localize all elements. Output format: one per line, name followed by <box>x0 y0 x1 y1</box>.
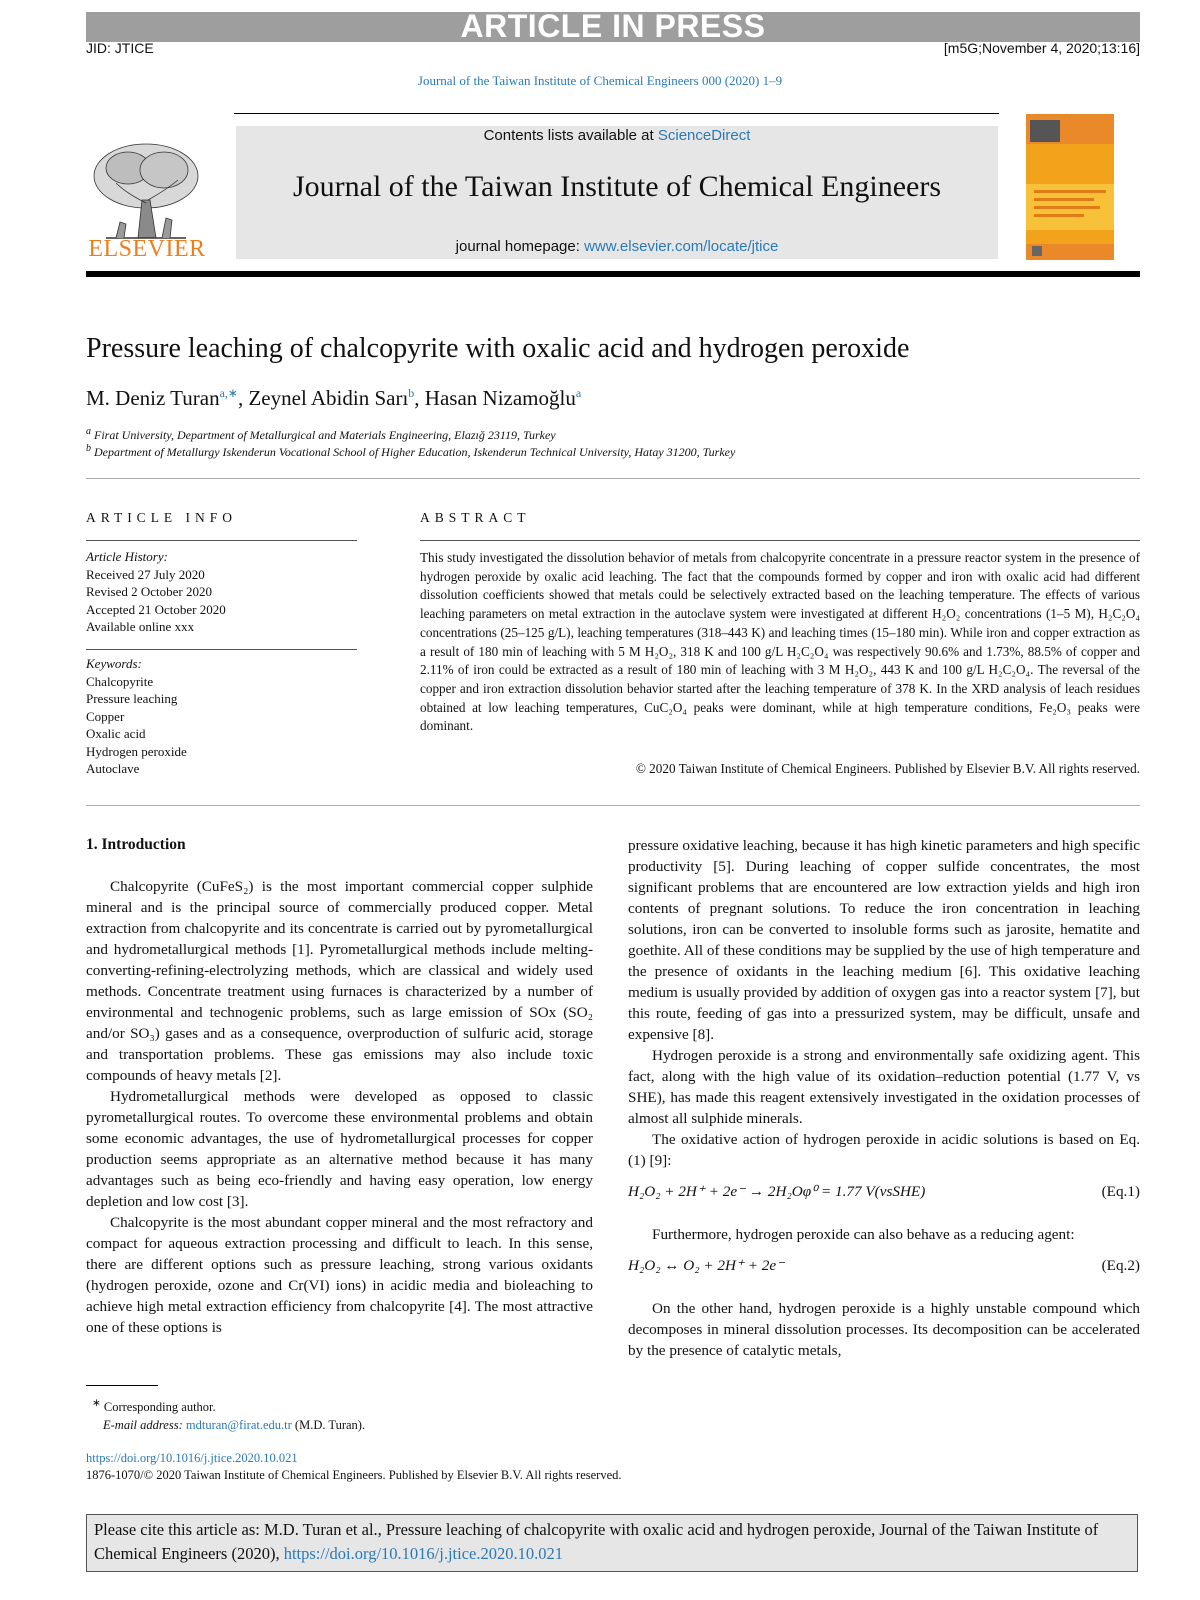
keywords-list <box>86 655 187 778</box>
typeset-stamp: [m5G;November 4, 2020;13:16] <box>943 40 1140 56</box>
citation-prefix: Please cite this article as: M.D. Turan et al., Pressure leaching of chalcopyrite with oxalic acid and hydrogen peroxide, Journal of the Taiwan Institute of Chemical Engineers (2020), <box>94 1520 1099 1563</box>
affiliation-a <box>86 426 556 443</box>
homepage-prefix: journal homepage: <box>455 238 585 255</box>
affiliation-mark: b <box>86 443 91 454</box>
article-info-rule <box>86 540 357 541</box>
article-in-press-label: ARTICLE IN PRESS <box>460 8 766 44</box>
author-name: Hasan Nizamoğlu <box>424 386 576 410</box>
body-paragraph: Chalcopyrite is the most abundant copper mineral and the most refractory and compact for aqueous extraction processing and difficult to leach. In this sense, there are different options such as pressure leaching, strong various oxidants (hydrogen peroxide, ozone and Cr(VI) ions) in acidic media and bioleaching to achieve high metal extraction efficiency from chalcopyrite [4]. The most attractive one of these options is <box>86 1214 593 1336</box>
body-paragraph: Chalcopyrite (CuFeS₂) is the most important commercial copper sulphide mineral and is the principal source of commercially produced copper. Metal extraction from chalcopyrite and its concentrate is carried out by pyrometallurgical and hydrometallurgical methods [1]. Pyrometallurgical methods include melting-converting-refining-electrolyzing methods, which are classical and widely used methods. Concentrate treatment using furnaces is characterized by a number of environmental and technogenic problems, such as large emission of SOx (SO₂ and/or SO₃) gases and as a consequence, overproduction of sulfuric acid, storage and transportation problems. These gas emissions may also include toxic compounds of heavy metals [2]. <box>86 878 593 1084</box>
keyword: Oxalic acid <box>86 726 146 741</box>
abstract-copyright: © 2020 Taiwan Institute of Chemical Engineers. Published by Elsevier B.V. All rights reserved. <box>635 761 1140 776</box>
email-owner: (M.D. Turan). <box>291 1417 366 1432</box>
doi-link[interactable]: https://doi.org/10.1016/j.jtice.2020.10.021 <box>86 1451 298 1465</box>
equation-expression: H₂O₂ + 2H⁺ + 2e⁻ → 2H₂Oφ⁰ = 1.77 V(vsSHE) <box>628 1183 926 1200</box>
keyword: Pressure leaching <box>86 691 178 706</box>
body-paragraph: Furthermore, hydrogen peroxide can also behave as a reducing agent: <box>652 1226 1075 1243</box>
author-affiliation-mark[interactable]: a <box>575 386 582 400</box>
body-paragraph: The oxidative action of hydrogen peroxide in acidic solutions is based on Eq. (1) [9]: <box>628 1131 1140 1169</box>
journal-title: Journal of the Taiwan Institute of Chemical Engineers <box>292 170 941 203</box>
email-label: E-mail address: <box>103 1417 186 1432</box>
affiliation-text: Department of Metallurgy Iskenderun Vocational School of Higher Education, Iskenderun Technical University, Hatay 31200, Turkey <box>94 445 736 459</box>
equation-number: (Eq.1) <box>1101 1183 1140 1200</box>
issn-copyright: 1876-1070/© 2020 Taiwan Institute of Chemical Engineers. Published by Elsevier B.V. All rights reserved. <box>86 1468 622 1482</box>
left-column <box>86 876 593 1338</box>
body-paragraph: On the other hand, hydrogen peroxide is a highly unstable compound which decomposes in mineral dissolution processes. Its decomposition can be accelerated by the presence of catalytic metals, <box>628 1300 1140 1359</box>
author-affiliation-mark[interactable]: b <box>408 386 415 400</box>
keyword: Autoclave <box>86 761 140 776</box>
journal-cover-thumbnail-icon[interactable] <box>1026 114 1114 260</box>
affiliation-rule <box>86 478 1140 479</box>
citation-text <box>94 1518 1134 1566</box>
header-top-rule <box>234 113 999 114</box>
footnote <box>92 1395 365 1434</box>
affiliation-text: Firat University, Department of Metallurgical and Materials Engineering, Elazığ 23119, Turkey <box>94 428 556 442</box>
history-item: Revised 2 October 2020 <box>86 584 213 599</box>
abstract-heading: ABSTRACT <box>420 510 531 525</box>
article-info-heading: ARTICLE INFO <box>86 510 238 525</box>
affiliation-b <box>86 443 735 460</box>
author-list: M. Deniz Turan$^{a,∗}$, Zeynel Abidin Sarı$^b$, Hasan Nizamoğlu$^a$ <box>86 386 582 410</box>
keyword: Copper <box>86 708 125 724</box>
history-item: Received 27 July 2020 <box>86 566 205 582</box>
contents-prefix: Contents lists available at <box>483 127 658 144</box>
keywords-rule <box>86 649 357 650</box>
header-bottom-rule <box>86 271 1140 277</box>
affiliation-mark: a <box>86 426 91 437</box>
abstract-text: This study investigated the dissolution behavior of metals from chalcopyrite concentrate in a pressure reactor system in the presence of hydrogen peroxide by oxalic acid leaching. The fact that the compounds formed by copper and iron with oxalic acid had different dissolution coefficients showed that metals could be selectively extracted based on the leaching temperature. The effects of various leaching parameters on metal extraction in the autoclave system were investigated at different H₂O₂ concentrations (1–5 M), H₂C₂O₄ concentrations (25–125 g/L), leaching temperatures (318–443 K) and leaching times (15–180 min). While iron and copper extraction as a result of 180 min of leaching with 5 M H₂O₂, 318 K and 100 g/L H₂C₂O₄ was respectively 90.6% and 1.73%, 88.5% of copper and 2.11% of iron could be extracted as a result of 180 min of leaching with 3 M H₂O₂, 443 K and 100 g/L H₂C₂O₄. The reversal of the copper and iron extraction dissolution behavior started after the leaching temperature of 378 K. In the XRD analysis of leach residues obtained at low leaching temperatures, CuC₂O₄ peaks were dominant, while at high temperature conditions, Fe₂O₃ peaks were dominant. <box>420 550 1140 734</box>
equation-1 <box>628 1181 1140 1202</box>
body-paragraph: Hydrogen peroxide is a strong and environmentally safe oxidizing agent. This fact, along with the high value of its oxidation–reduction potential (1.77 V, vs SHE), has made this reagent extensively investigated in the oxidation processes of almost all sulphide minerals. <box>628 1047 1140 1127</box>
journal-citation-line[interactable]: Journal of the Taiwan Institute of Chemical Engineers 000 (2020) 1–9 <box>417 73 783 88</box>
keywords-label: Keywords: <box>86 656 142 671</box>
keyword: Hydrogen peroxide <box>86 743 187 759</box>
keyword: Chalcopyrite <box>86 673 154 689</box>
article-history <box>86 548 226 636</box>
right-column <box>628 835 1140 1361</box>
sciencedirect-link[interactable]: ScienceDirect <box>657 127 751 144</box>
equation-2 <box>628 1255 1140 1276</box>
body-rule <box>86 805 1140 806</box>
equation-number: (Eq.2) <box>1101 1257 1140 1274</box>
body-paragraph: pressure oxidative leaching, because it has high kinetic parameters and high specific productivity [5]. During leaching of copper sulfide concentrates, the most significant problems that are encountered are low extraction yields and high iron contents of pregnant solutions. To reduce the iron concentration in leaching solutions, iron can be converted to insoluble forms such as jarosite, hematite and goethite. All of these conditions may be supplied by the use of high temperature and the presence of oxidants in the leaching medium [6]. This oxidative leaching medium is usually provided by addition of oxygen gas into a reactor system [7], but this route, feeding of gas into a pressurized system, may be difficult, unsafe and expensive [8]. <box>628 837 1140 1043</box>
author-name: Zeynel Abidin Sarı <box>248 386 409 410</box>
article-title: Pressure leaching of chalcopyrite with oxalic acid and hydrogen peroxide <box>86 333 910 364</box>
contents-line <box>236 127 998 144</box>
journal-homepage <box>236 238 998 255</box>
abstract-rule <box>420 540 1140 541</box>
elsevier-wordmark: ELSEVIER <box>88 236 206 262</box>
email-link[interactable]: mdturan@firat.edu.tr <box>185 1417 292 1432</box>
author-name: M. Deniz Turan <box>86 386 220 410</box>
footnote-mark: ∗ <box>92 1398 101 1409</box>
equation-expression: H₂O₂ ↔ O₂ + 2H⁺ + 2e⁻ <box>628 1257 785 1274</box>
body-paragraph: Hydrometallurgical methods were developed as opposed to classic pyrometallurgical routes. To overcome these environmental problems and obtain some economic advantages, the use of hydrometallurgical processes for copper production seems appropriate as an alternative method because it has many advantages such as being eco-friendly and having easy operation, low energy depletion and low cost [3]. <box>86 1088 593 1210</box>
footnote-rule <box>86 1385 158 1386</box>
history-item: Available online xxx <box>86 619 195 634</box>
journal-id: JID: JTICE <box>86 40 154 56</box>
history-label: Article History: <box>86 549 168 564</box>
homepage-link[interactable]: www.elsevier.com/locate/jtice <box>584 238 779 255</box>
section-heading: 1. Introduction <box>86 836 186 853</box>
corresponding-author-note: Corresponding author. <box>103 1400 216 1415</box>
citation-doi-link[interactable]: https://doi.org/10.1016/j.jtice.2020.10.021 <box>283 1544 563 1563</box>
history-item: Accepted 21 October 2020 <box>86 601 226 617</box>
author-affiliation-mark[interactable]: a,∗ <box>219 386 238 400</box>
